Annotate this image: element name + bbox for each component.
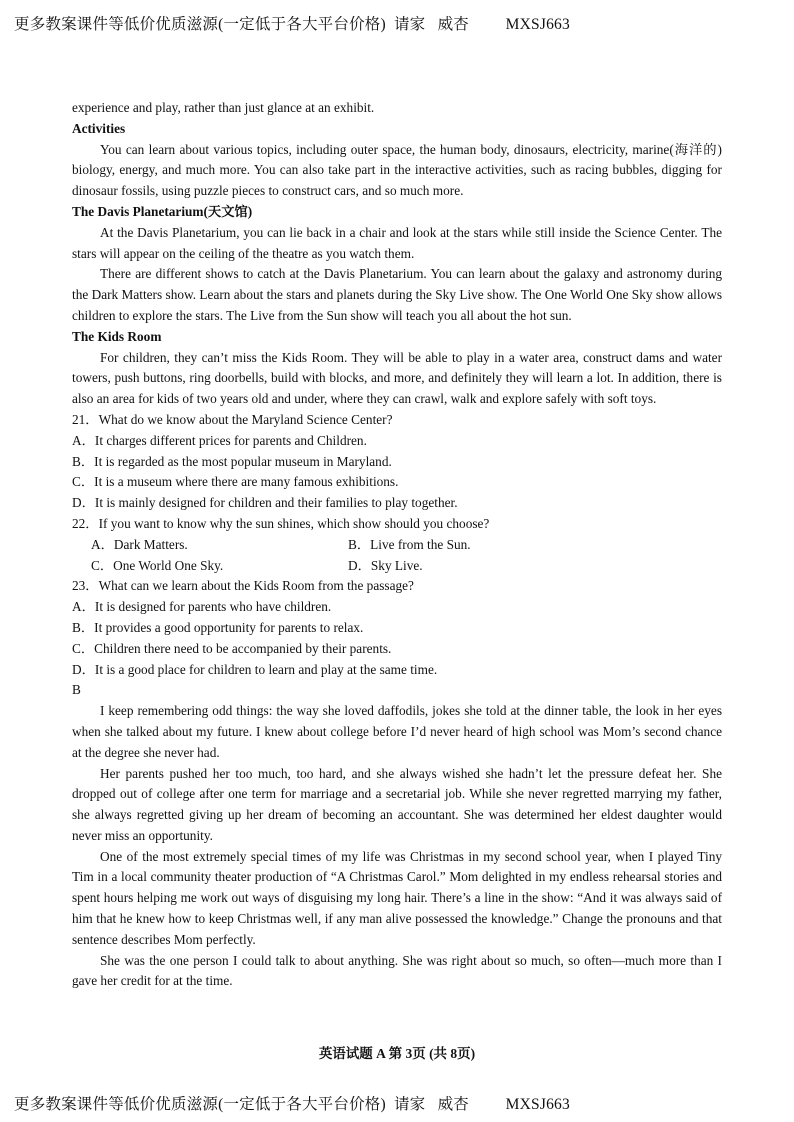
q22-option-c: C．One World One Sky. (91, 557, 224, 573)
paragraph: You can learn about various topics, including outer space, the human body, dinosaurs, electricity, marine(海洋的) biology, energy, and much more. You can also take part in the interactive activities, such as racing bubbles, digging for dinosaur fossils, using puzzle pieces to construct cars, and so much more. (72, 141, 722, 199)
q22-option-b: B．Live from the Sun. (348, 536, 471, 552)
question-22: 22．If you want to know why the sun shines, which show should you choose? (72, 515, 490, 531)
section-heading-planetarium: The Davis Planetarium(天文馆) (72, 203, 253, 219)
q21-option-b: B．It is regarded as the most popular museum in Maryland. (72, 453, 392, 469)
paragraph: Her parents pushed her too much, too hard, and she always wished she hadn’t let the pressure defeat her. She dropped out of college after one term for marriage and a secretarial job. While she never regretted marrying my father, she always regretted giving up her dream of becoming an accountant. She was determined her eldest daughter would never miss an opportunity. (72, 765, 722, 843)
q22-option-d: D．Sky Live. (348, 557, 423, 573)
paragraph: There are different shows to catch at the Davis Planetarium. You can learn about the galaxy and astronomy during the Dark Matters show. Learn about the stars and planets during the Sky Live show. The One World One Sky show allows children to explore the stars. The Live from the Sun show will teach you all about the hot sun. (72, 266, 722, 323)
q23-option-a: A．It is designed for parents who have children. (72, 599, 332, 615)
page-footer: 英语试题 A 第 3页 (共 8页) (318, 1046, 476, 1061)
document-body (72, 98, 722, 992)
bottom-banner: 更多教案课件等低价优质滋源(一定低于各大平台价格) 请家 威杏 MXSJ663 (14, 1096, 570, 1113)
q22-options-row-1 (91, 535, 722, 556)
q23-option-c: C．Children there need to be accompanied by their parents. (72, 640, 392, 656)
q22-options-row-2 (91, 556, 722, 577)
q23-option-b: B．It provides a good opportunity for parents to relax. (72, 619, 364, 635)
q21-option-c: C．It is a museum where there are many famous exhibitions. (72, 474, 399, 490)
section-heading-activities: Activities (72, 120, 126, 136)
paragraph: She was the one person I could talk to about anything. She was right about so much, so often—much more than I gave her credit for at the time. (72, 952, 722, 989)
q21-option-d: D．It is mainly designed for children and their families to play together. (72, 495, 458, 511)
q23-option-d: D．It is a good place for children to learn and play at the same time. (72, 661, 438, 677)
paragraph: I keep remembering odd things: the way she loved daffodils, jokes she told at the dinner table, the look in her eyes when she talked about my future. I knew about college before I’d never heard of high school was Mom’s second chance at the degree she never had. (72, 703, 722, 760)
question-21: 21．What do we know about the Maryland Science Center? (72, 411, 393, 427)
paragraph: For children, they can’t miss the Kids Room. They will be able to play in a water area, construct dams and water towers, push buttons, ring doorbells, build with blocks, and more, and definitely they will learn a lot. In addition, there is also an area for kids of two years old and under, where they can crawl, walk and explore safely with soft toys. (72, 349, 722, 407)
section-heading-kids-room: The Kids Room (72, 328, 162, 344)
paragraph: One of the most extremely special times of my life was Christmas in my second school year, when I played Tiny Tim in a local community theater production of “A Christmas Carol.” Mom delighted in my endless rehearsal stories and spent hours helping me work out ways of disguising my long hair. There’s a line in the show: “And it was always said of him that he knew how to keep Christmas well, if any man alive possessed the knowledge.” Change the pronouns and that sentence describes Mom perfectly. (72, 848, 722, 947)
q21-option-a: A．It charges different prices for parents and Children. (72, 432, 367, 448)
passage-b-label: B (72, 682, 81, 698)
q22-option-a: A．Dark Matters. (91, 536, 188, 552)
top-banner: 更多教案课件等低价优质滋源(一定低于各大平台价格) 请家 威杏 MXSJ663 (14, 16, 570, 33)
passage-a-continuation: experience and play, rather than just glance at an exhibit. (72, 100, 375, 115)
question-23: 23．What can we learn about the Kids Room from the passage? (72, 578, 414, 594)
paragraph: At the Davis Planetarium, you can lie back in a chair and look at the stars while still inside the Science Center. The stars will appear on the ceiling of the theatre as you watch them. (72, 224, 722, 261)
